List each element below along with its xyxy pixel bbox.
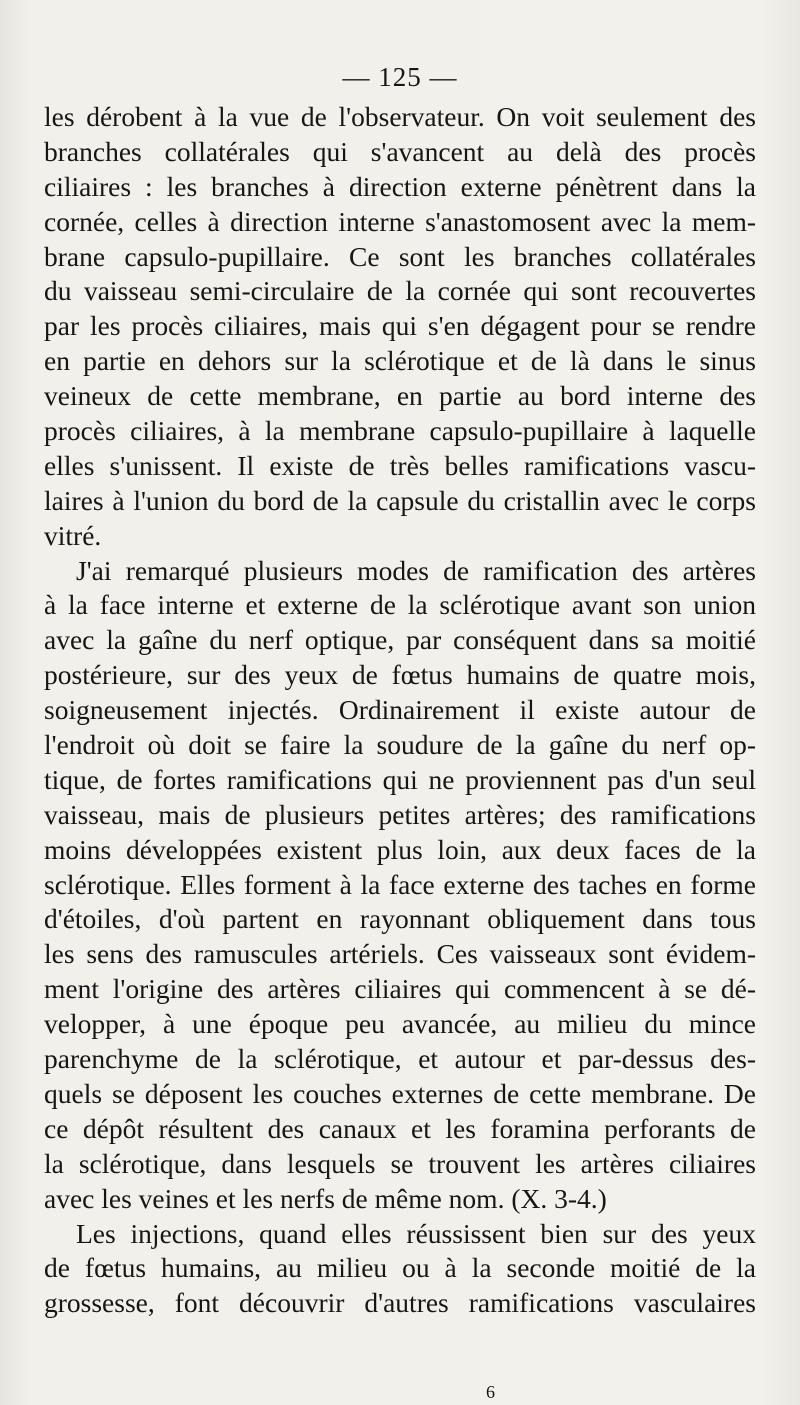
text-line: à la face interne et externe de la sclérotique avant son union (44, 589, 756, 621)
text-line: de fœtus humains, au milieu ou à la seconde moitié de la (44, 1252, 756, 1284)
text-line: la sclérotique, dans lesquels se trouvent les artères ciliaires (44, 1147, 756, 1179)
text-line: par les procès ciliaires, mais qui s'en dégagent pour se rendre (44, 310, 756, 342)
text-line: velopper, à une époque peu avancée, au milieu du mince (44, 1008, 756, 1040)
text-line: Les injections, quand elles réussissent bien sur des yeux (76, 1217, 756, 1249)
text-line: avec les veines et les nerfs de même nom. (X. 3-4.) (44, 1182, 607, 1214)
text-line: elles s'unissent. Il existe de très belles ramifications vascu- (44, 449, 756, 481)
text-line: cornée, celles à direction interne s'anastomosent avec la mem- (44, 205, 756, 237)
text-line: procès ciliaires, à la membrane capsulo-pupillaire à laquelle (44, 415, 756, 447)
text-line: vitré. (44, 519, 102, 551)
text-line: J'ai remarqué plusieurs modes de ramification des artères (76, 554, 756, 586)
text-line: laires à l'union du bord de la capsule du cristallin avec le corps (44, 484, 756, 516)
text-line: grossesse, font découvrir d'autres ramifications vasculaires (44, 1287, 756, 1319)
text-line: veineux de cette membrane, en partie au bord interne des (44, 380, 756, 412)
text-line: avec la gaîne du nerf optique, par conséquent dans sa moitié (44, 624, 756, 656)
page-number: — 125 — (342, 62, 458, 92)
text-line: les dérobent à la vue de l'observateur. On voit seulement des (44, 101, 756, 132)
text-line: les sens des ramuscules artériels. Ces vaisseaux sont évidem- (44, 938, 756, 970)
text-line: tique, de fortes ramifications qui ne proviennent pas d'un seul (44, 763, 756, 795)
text-line: parenchyme de la sclérotique, et autour et par-dessus des- (44, 1043, 756, 1075)
signature-mark: 6 (486, 1382, 495, 1402)
text-line: moins développées existent plus loin, aux deux faces de la (44, 833, 756, 865)
text-line: branches collatérales qui s'avancent au delà des procès (44, 135, 756, 167)
text-line: brane capsulo-pupillaire. Ce sont les branches collatérales (44, 240, 756, 272)
text-line: ciliaires : les branches à direction externe pénètrent dans la (44, 170, 756, 202)
text-line: en partie en dehors sur la sclérotique et de là dans le sinus (44, 345, 756, 377)
text-line: quels se déposent les couches externes de cette membrane. De (44, 1077, 756, 1109)
text-line: vaisseau, mais de plusieurs petites artères; des ramifications (44, 798, 756, 830)
text-line: sclérotique. Elles forment à la face externe des taches en forme (44, 868, 756, 900)
body-text (44, 100, 756, 1321)
text-line: postérieure, sur des yeux de fœtus humains de quatre mois, (44, 659, 756, 691)
text-line: du vaisseau semi-circulaire de la cornée qui sont recouvertes (44, 275, 756, 307)
text-line: soigneusement injectés. Ordinairement il existe autour de (44, 694, 756, 726)
text-line: ment l'origine des artères ciliaires qui commencent à se dé- (44, 973, 756, 1005)
text-line: ce dépôt résultent des canaux et les foramina perforants de (44, 1112, 756, 1144)
text-line: d'étoiles, d'où partent en rayonnant obliquement dans tous (44, 903, 756, 935)
text-line: l'endroit où doit se faire la soudure de la gaîne du nerf op- (44, 729, 756, 761)
